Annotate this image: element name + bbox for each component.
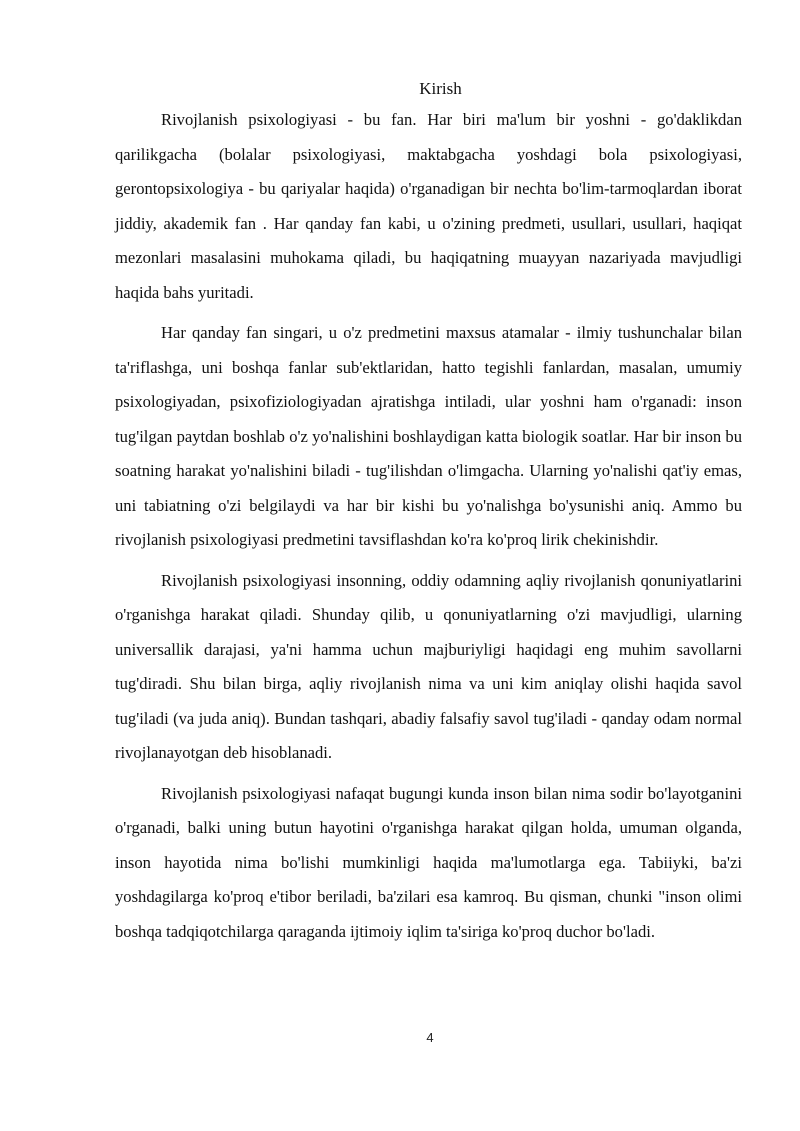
paragraph-3: Rivojlanish psixologiyasi insonning, oddiy odamning aqliy rivojlanish qonuniyatlarini o'rganishga harakat qiladi. Shunday qilib, u qonuniyatlarning o'zi mavjudligi, ularning universallik darajasi, ya'ni hamma uchun majburiyligi haqidagi eng muhim savollarni tug'diradi. Shu bilan birga, aqliy rivojlanish nima va uni kim aniqlay olishi haqida savol tug'iladi (va juda aniq). Bundan tashqari, abadiy falsafiy savol tug'iladi - qanday odam normal rivojlanayotgan deb hisoblanadi. — [115, 570, 742, 762]
paragraph-4: Rivojlanish psixologiyasi nafaqat bugungi kunda inson bilan nima sodir bo'layotganini o'rganadi, balki uning butun hayotini o'rganishga harakat qilgan holda, umuman olganda, inson hayotida nima bo'lishi mumkinligi haqida ma'lumotlarga ega. Tabiiyki, ba'zi yoshdagilarga ko'proq e'tibor beriladi, ba'zilari esa kamroq. Bu qisman, chunki "inson olimi boshqa tadqiqotchilarga qaraganda ijtimoiy iqlim ta'siriga ko'proq duchor bo'ladi. — [115, 783, 742, 941]
section-title: Kirish — [419, 79, 462, 98]
paragraph-2: Har qanday fan singari, u o'z predmetini maxsus atamalar - ilmiy tushunchalar bilan ta'riflashga, uni boshqa fanlar sub'ektlaridan, hatto tegishli fanlardan, masalan, umumiy psixologiyadan, psixofiziologiyadan ajratishga intiladi, ular yoshni ham o'rganadi: inson tug'ilgan paytdan boshlab o'z yo'nalishini boshlaydigan katta biologik soatlar. Har bir inson bu soatning harakat yo'nalishini biladi - tug'ilishdan o'limgacha. Ularning yo'nalishi qat'iy emas, uni tabiatning o'zi belgilaydi va har bir kishi bu yo'nalishga bo'ysunishi aniq. Ammo bu rivojlanish psixologiyasi predmetini tavsiflashdan ko'ra ko'proq lirik chekinishdir. — [115, 323, 742, 549]
page-body — [115, 78, 742, 955]
page-number: 4 — [426, 1030, 434, 1045]
paragraph-1: Rivojlanish psixologiyasi - bu fan. Har biri ma'lum bir yoshni - go'daklikdan qarilikgacha (bolalar psixologiyasi, maktabgacha yoshdagi bola psixologiyasi, gerontopsixologiya - bu qariyalar haqida) o'rganadigan bir nechta bo'lim-tarmoqlardan iborat jiddiy, akademik fan . Har qanday fan kabi, u o'zining predmeti, usullari, usullari, haqiqat mezonlari masalasini muhokama qiladi, bu haqiqatning muayyan nazariyada mavjudligi haqida bahs yuritadi. — [115, 110, 742, 302]
